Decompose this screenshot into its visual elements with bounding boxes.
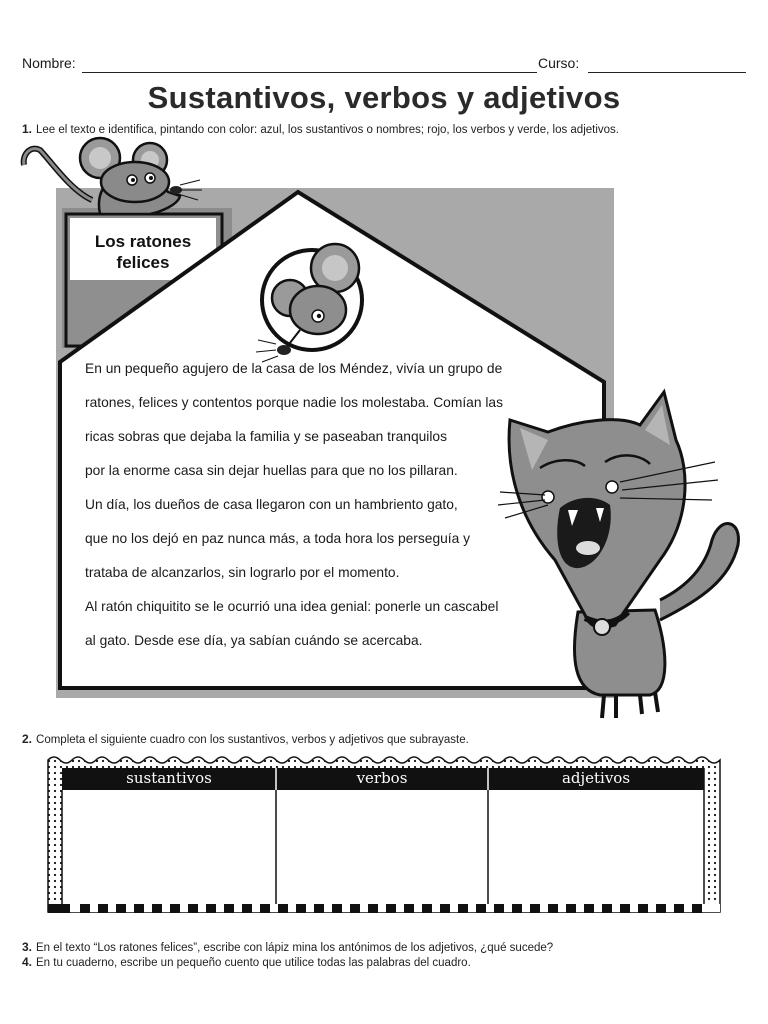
story-line: por la enorme casa sin dejar huellas para que no los pillaran. xyxy=(85,463,458,478)
instruction-4 xyxy=(22,955,471,969)
story-line: ratones, felices y contentos porque nadie los molestaba. Comían las xyxy=(85,395,503,410)
course-label: Curso: xyxy=(538,55,580,71)
story-line: Al ratón chiquitito se le ocurrió una idea genial: ponerle un cascabel xyxy=(85,599,499,614)
answer-cell-adjetivos[interactable] xyxy=(490,792,702,904)
story-line: Un día, los dueños de casa llegaron con un hambriento gato, xyxy=(85,497,458,512)
story-title xyxy=(74,231,212,273)
instruction-text: Completa el siguiente cuadro con los sustantivos, verbos y adjetivos que subrayaste. xyxy=(36,734,469,746)
instruction-number: 1. xyxy=(22,122,33,136)
column-header-verbos: verbos xyxy=(356,769,408,787)
story-text xyxy=(85,352,565,658)
story-line: trataba de alcanzarlos, sin lograrlo por el momento. xyxy=(85,565,400,580)
column-header-adjetivos: adjetivos xyxy=(561,769,631,787)
instruction-text: En el texto “Los ratones felices”, escribe con lápiz mina los antónimos de los adjetivos, ¿qué sucede? xyxy=(36,942,554,954)
instruction-number: 2. xyxy=(22,732,33,746)
mouse-top-icon xyxy=(24,138,202,214)
name-label: Nombre: xyxy=(22,55,76,71)
column-header-sustantivos: sustantivos xyxy=(126,769,212,787)
instruction-text: En tu cuaderno, escribe un pequeño cuento que utilice todas las palabras del cuadro. xyxy=(36,957,471,969)
story-line: En un pequeño agujero de la casa de los Méndez, vivía un grupo de xyxy=(85,361,503,376)
story-title-line: felices xyxy=(116,253,170,272)
page-title: Sustantivos, verbos y adjetivos xyxy=(147,80,621,115)
answer-cell-sustantivos[interactable] xyxy=(64,792,274,904)
story-title-line: Los ratones xyxy=(94,232,192,251)
instruction-number: 3. xyxy=(22,940,33,954)
story-line: ricas sobras que dejaba la familia y se paseaban tranquilos xyxy=(85,429,447,444)
instruction-2 xyxy=(22,732,469,746)
story-line: al gato. Desde ese día, ya sabían cuándo se acercaba. xyxy=(85,633,423,648)
instruction-number: 4. xyxy=(22,955,33,969)
instruction-3 xyxy=(22,940,553,954)
instruction-text: Lee el texto e identifica, pintando con color: azul, los sustantivos o nombres; rojo, los verbos y verde, los adjetivos. xyxy=(36,124,619,136)
story-line: que no los dejó en paz nunca más, a toda hora los perseguía y xyxy=(85,531,471,546)
answer-cell-verbos[interactable] xyxy=(278,792,486,904)
